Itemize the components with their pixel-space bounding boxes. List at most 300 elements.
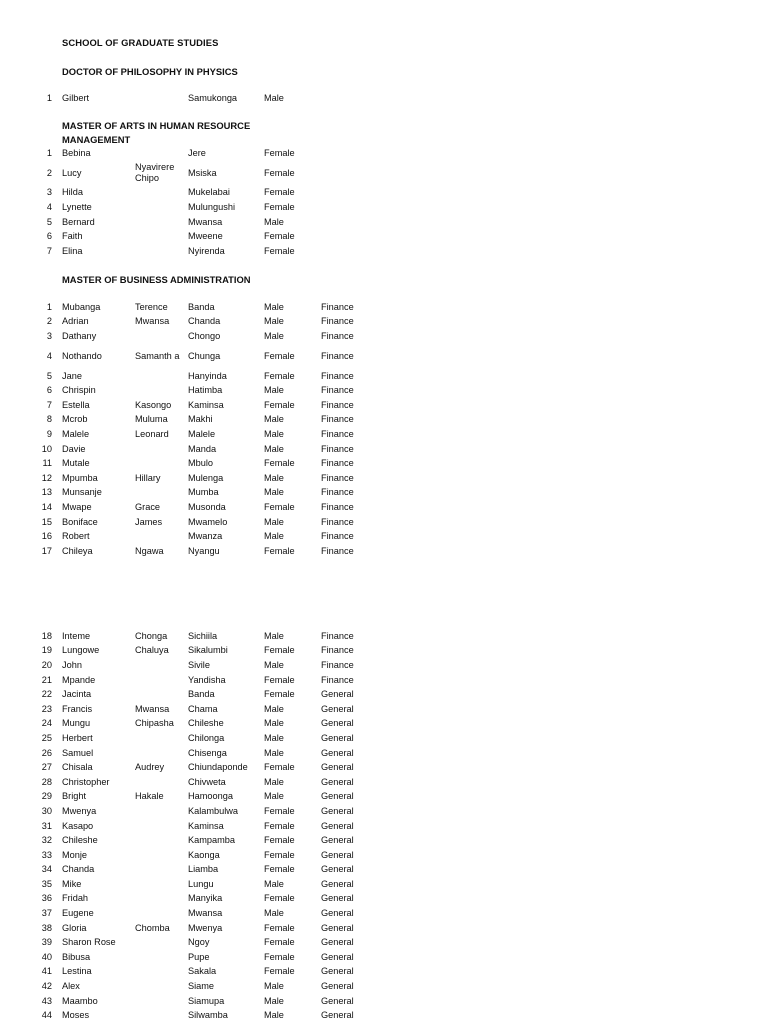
- first-name-cell: Lungowe: [62, 645, 100, 656]
- program-cell: Finance: [321, 399, 354, 410]
- gender-cell: Male: [264, 995, 284, 1006]
- row-number-cell: 18: [41, 630, 52, 641]
- row-number-cell: 43: [41, 995, 52, 1006]
- program-cell: Finance: [321, 501, 354, 512]
- row-number-cell: 40: [41, 951, 52, 962]
- gender-cell: Female: [264, 674, 295, 685]
- row-number-cell: 14: [41, 501, 52, 512]
- surname-cell: Lungu: [188, 878, 214, 889]
- surname-cell: Sichiila: [188, 630, 218, 641]
- table-row: [0, 629, 381, 644]
- program-cell: Finance: [321, 516, 354, 527]
- program-cell: General: [321, 937, 354, 948]
- first-name-cell: Bright: [62, 791, 87, 802]
- gender-cell: Female: [264, 893, 295, 904]
- surname-cell: Hamoonga: [188, 791, 233, 802]
- surname-cell: Mwansa: [188, 908, 223, 919]
- program-cell: Finance: [321, 350, 354, 361]
- mba-rows: [0, 300, 381, 559]
- middle-name-cell: [135, 1008, 188, 1023]
- program-cell: General: [321, 878, 354, 889]
- program-cell: Finance: [321, 674, 354, 685]
- surname-cell: Chanda: [188, 316, 221, 327]
- first-name-cell: Chisala: [62, 762, 93, 773]
- gender-cell: Female: [264, 849, 295, 860]
- surname-cell: Jere: [188, 147, 206, 158]
- surname-cell: Mwanza: [188, 531, 223, 542]
- middle-name-cell: [135, 383, 188, 398]
- gender-cell: Male: [264, 385, 284, 396]
- table-row: [0, 146, 381, 161]
- surname-cell: Mweene: [188, 231, 223, 242]
- program-cell: Finance: [321, 443, 354, 454]
- row-number-cell: 24: [41, 718, 52, 729]
- middle-name-cell: [135, 775, 188, 790]
- surname-cell: Kaminsa: [188, 820, 224, 831]
- middle-name-cell: [135, 746, 188, 761]
- first-name-cell: Davie: [62, 443, 86, 454]
- middle-name-cell: [135, 186, 188, 201]
- middle-name-cell: [135, 819, 188, 834]
- row-number-cell: 16: [41, 531, 52, 542]
- middle-name-cell: [135, 329, 188, 344]
- table-row: [0, 848, 381, 863]
- first-name-cell: Alex: [62, 981, 80, 992]
- surname-cell: Makhi: [188, 414, 213, 425]
- first-name-cell: Mubanga: [62, 301, 101, 312]
- surname-cell: Chama: [188, 703, 218, 714]
- surname-cell: Kalambulwa: [188, 805, 239, 816]
- program-cell: General: [321, 995, 354, 1006]
- program-cell: General: [321, 951, 354, 962]
- first-name-cell: Maambo: [62, 995, 98, 1006]
- program-cell: Finance: [321, 385, 354, 396]
- row-number-cell: 5: [46, 370, 52, 381]
- first-name-cell: Mungu: [62, 718, 91, 729]
- gender-cell: Female: [264, 370, 295, 381]
- gender-cell: Female: [264, 922, 295, 933]
- surname-cell: Mwenya: [188, 922, 223, 933]
- program-cell: General: [321, 776, 354, 787]
- program-cell: [321, 215, 381, 230]
- row-number-cell: 31: [41, 820, 52, 831]
- table-row: [0, 687, 381, 702]
- surname-cell: Banda: [188, 301, 215, 312]
- table-row: [0, 515, 381, 530]
- surname-cell: Nyirenda: [188, 245, 225, 256]
- middle-name-cell: [135, 456, 188, 471]
- row-number-cell: 15: [41, 516, 52, 527]
- row-number-cell: 6: [46, 385, 52, 396]
- table-row: [0, 658, 381, 673]
- middle-name-cell: [135, 906, 188, 921]
- first-name-cell: Mcrob: [62, 414, 88, 425]
- surname-cell: Musonda: [188, 501, 226, 512]
- table-row: [0, 442, 381, 457]
- row-number-cell: 2: [46, 316, 52, 327]
- middle-name-cell: [135, 658, 188, 673]
- table-row: [0, 746, 381, 761]
- table-row: [0, 1008, 381, 1023]
- middle-name-cell: Hillary: [135, 472, 161, 483]
- row-number-cell: 12: [41, 472, 52, 483]
- table-row: [0, 91, 381, 106]
- gender-cell: Female: [264, 201, 295, 212]
- middle-name-cell: Mwansa: [135, 703, 170, 714]
- surname-cell: Kaonga: [188, 849, 220, 860]
- middle-name-cell: [135, 994, 188, 1009]
- table-row: [0, 804, 381, 819]
- program-cell: General: [321, 1010, 354, 1021]
- row-number-cell: 27: [41, 762, 52, 773]
- gender-cell: Female: [264, 966, 295, 977]
- middle-name-cell: [135, 146, 188, 161]
- table-row: [0, 775, 381, 790]
- first-name-cell: Mutale: [62, 458, 90, 469]
- table-row: [0, 863, 381, 878]
- row-number-cell: 34: [41, 864, 52, 875]
- program-cell: Finance: [321, 370, 354, 381]
- first-name-cell: Samuel: [62, 747, 94, 758]
- row-number-cell: 41: [41, 966, 52, 977]
- surname-cell: Mulungushi: [188, 201, 235, 212]
- table-row: [0, 369, 381, 384]
- program-cell: General: [321, 864, 354, 875]
- page-title: SCHOOL OF GRADUATE STUDIES: [62, 37, 219, 48]
- program-cell: Finance: [321, 414, 354, 425]
- middle-name-cell: [135, 673, 188, 688]
- program-cell: General: [321, 922, 354, 933]
- middle-name-cell: James: [135, 516, 163, 527]
- surname-cell: Mumba: [188, 487, 219, 498]
- gender-cell: Female: [264, 350, 295, 361]
- middle-name-cell: Samanth a: [135, 350, 180, 361]
- middle-name-cell: Chaluya: [135, 645, 169, 656]
- surname-cell: Sivile: [188, 659, 210, 670]
- section-heading-mba: MASTER OF BUSINESS ADMINISTRATION: [62, 274, 251, 285]
- middle-name-cell: [135, 529, 188, 544]
- first-name-cell: Mwenya: [62, 805, 97, 816]
- table-row: [0, 229, 381, 244]
- middle-name-cell: Ngawa: [135, 545, 164, 556]
- program-cell: General: [321, 981, 354, 992]
- surname-cell: Hanyinda: [188, 370, 227, 381]
- middle-name-cell: Hakale: [135, 791, 164, 802]
- table-row: [0, 935, 381, 950]
- gender-cell: Male: [264, 747, 284, 758]
- table-row: [0, 731, 381, 746]
- mba-continued-table: [0, 629, 381, 1023]
- surname-cell: Liamba: [188, 864, 219, 875]
- row-number-cell: 4: [46, 201, 52, 212]
- row-number-cell: 1: [46, 147, 52, 158]
- gender-cell: Female: [264, 689, 295, 700]
- first-name-cell: Bebina: [62, 147, 91, 158]
- surname-cell: Chivweta: [188, 776, 226, 787]
- program-cell: Finance: [321, 659, 354, 670]
- table-row: [0, 161, 381, 186]
- gender-cell: Male: [264, 516, 284, 527]
- gender-cell: Male: [264, 630, 284, 641]
- program-cell: General: [321, 703, 354, 714]
- phd-rows: [0, 91, 381, 106]
- program-cell: Finance: [321, 330, 354, 341]
- table-row: [0, 717, 381, 732]
- row-number-cell: 21: [41, 674, 52, 685]
- surname-cell: Manyika: [188, 893, 223, 904]
- surname-cell: Chunga: [188, 350, 221, 361]
- table-row: [0, 760, 381, 775]
- table-row: [0, 965, 381, 980]
- first-name-cell: Eugene: [62, 908, 94, 919]
- gender-cell: Female: [264, 231, 295, 242]
- program-cell: [321, 244, 381, 259]
- table-row: [0, 950, 381, 965]
- middle-name-cell: Chipasha: [135, 718, 174, 729]
- surname-cell: Siamupa: [188, 995, 225, 1006]
- program-cell: General: [321, 732, 354, 743]
- row-number-cell: 39: [41, 937, 52, 948]
- program-cell: [321, 91, 381, 106]
- first-name-cell: Gilbert: [62, 92, 90, 103]
- program-cell: Finance: [321, 472, 354, 483]
- gender-cell: Female: [264, 245, 295, 256]
- gender-cell: Male: [264, 428, 284, 439]
- table-row: [0, 529, 381, 544]
- first-name-cell: Malele: [62, 428, 90, 439]
- gender-cell: Female: [264, 951, 295, 962]
- middle-name-cell: [135, 369, 188, 384]
- table-row: [0, 994, 381, 1009]
- row-number-cell: 13: [41, 487, 52, 498]
- first-name-cell: Bernard: [62, 216, 95, 227]
- surname-cell: Chongo: [188, 330, 221, 341]
- surname-cell: Yandisha: [188, 674, 226, 685]
- table-row: [0, 344, 381, 369]
- row-number-cell: 19: [41, 645, 52, 656]
- middle-name-cell: [135, 731, 188, 746]
- row-number-cell: 26: [41, 747, 52, 758]
- surname-cell: Sakala: [188, 966, 217, 977]
- surname-cell: Mbulo: [188, 458, 214, 469]
- program-cell: [321, 161, 381, 186]
- table-row: [0, 486, 381, 501]
- middle-name-cell: [135, 863, 188, 878]
- mba-continued-rows: [0, 629, 381, 1023]
- first-name-cell: Hilda: [62, 187, 83, 198]
- table-row: [0, 427, 381, 442]
- row-number-cell: 3: [46, 330, 52, 341]
- first-name-cell: Lucy: [62, 167, 82, 178]
- gender-cell: Male: [264, 908, 284, 919]
- program-cell: [321, 186, 381, 201]
- gender-cell: Female: [264, 399, 295, 410]
- middle-name-cell: Chomba: [135, 922, 170, 933]
- row-number-cell: 37: [41, 908, 52, 919]
- gender-cell: Male: [264, 330, 284, 341]
- program-cell: General: [321, 820, 354, 831]
- surname-cell: Kaminsa: [188, 399, 224, 410]
- gender-cell: Male: [264, 487, 284, 498]
- first-name-cell: Boniface: [62, 516, 98, 527]
- row-number-cell: 3: [46, 187, 52, 198]
- first-name-cell: Fridah: [62, 893, 89, 904]
- row-number-cell: 17: [41, 545, 52, 556]
- table-row: [0, 819, 381, 834]
- middle-name-cell: [135, 687, 188, 702]
- surname-cell: Chisenga: [188, 747, 227, 758]
- gender-cell: Male: [264, 443, 284, 454]
- row-number-cell: 9: [46, 428, 52, 439]
- table-row: [0, 673, 381, 688]
- surname-cell: Silwamba: [188, 1010, 228, 1021]
- first-name-cell: Chileshe: [62, 835, 98, 846]
- gender-cell: Female: [264, 864, 295, 875]
- table-row: [0, 471, 381, 486]
- gender-cell: Male: [264, 732, 284, 743]
- middle-name-cell: [135, 892, 188, 907]
- middle-name-cell: Chonga: [135, 630, 168, 641]
- program-cell: General: [321, 791, 354, 802]
- surname-cell: Sikalumbi: [188, 645, 228, 656]
- gender-cell: Female: [264, 545, 295, 556]
- first-name-cell: Chanda: [62, 864, 95, 875]
- first-name-cell: Mpande: [62, 674, 96, 685]
- gender-cell: Male: [264, 718, 284, 729]
- middle-name-cell: Mwansa: [135, 316, 170, 327]
- surname-cell: Malele: [188, 428, 216, 439]
- row-number-cell: 38: [41, 922, 52, 933]
- gender-cell: Male: [264, 216, 284, 227]
- row-number-cell: 22: [41, 689, 52, 700]
- row-number-cell: 29: [41, 791, 52, 802]
- table-row: [0, 544, 381, 559]
- table-row: [0, 200, 381, 215]
- row-number-cell: 28: [41, 776, 52, 787]
- gender-cell: Female: [264, 501, 295, 512]
- middle-name-cell: Leonard: [135, 428, 169, 439]
- surname-cell: Chiundaponde: [188, 762, 248, 773]
- program-cell: General: [321, 908, 354, 919]
- middle-name-cell: [135, 804, 188, 819]
- middle-name-cell: [135, 848, 188, 863]
- first-name-cell: John: [62, 659, 82, 670]
- first-name-cell: Kasapo: [62, 820, 94, 831]
- row-number-cell: 6: [46, 231, 52, 242]
- middle-name-cell: [135, 442, 188, 457]
- section-heading-phd: DOCTOR OF PHILOSOPHY IN PHYSICS: [62, 66, 238, 77]
- program-cell: General: [321, 893, 354, 904]
- first-name-cell: Robert: [62, 531, 90, 542]
- gender-cell: Female: [264, 187, 295, 198]
- gender-cell: Female: [264, 805, 295, 816]
- surname-cell: Banda: [188, 689, 215, 700]
- middle-name-cell: [135, 950, 188, 965]
- table-row: [0, 329, 381, 344]
- row-number-cell: 5: [46, 216, 52, 227]
- gender-cell: Female: [264, 835, 295, 846]
- gender-cell: Male: [264, 703, 284, 714]
- gender-cell: Male: [264, 472, 284, 483]
- gender-cell: Male: [264, 92, 284, 103]
- table-row: [0, 921, 381, 936]
- surname-cell: Msiska: [188, 167, 217, 178]
- middle-name-cell: Audrey: [135, 762, 165, 773]
- middle-name-cell: Terence: [135, 301, 168, 312]
- first-name-cell: Moses: [62, 1010, 90, 1021]
- program-cell: General: [321, 762, 354, 773]
- table-row: [0, 979, 381, 994]
- row-number-cell: 10: [41, 443, 52, 454]
- gender-cell: Female: [264, 167, 295, 178]
- middle-name-cell: Nyavirere Chipo: [135, 162, 175, 184]
- middle-name-cell: [135, 229, 188, 244]
- row-number-cell: 20: [41, 659, 52, 670]
- gender-cell: Female: [264, 820, 295, 831]
- middle-name-cell: Muluma: [135, 414, 168, 425]
- gender-cell: Female: [264, 762, 295, 773]
- first-name-cell: Adrian: [62, 316, 89, 327]
- table-row: [0, 702, 381, 717]
- row-number-cell: 23: [41, 703, 52, 714]
- table-row: [0, 456, 381, 471]
- middle-name-cell: [135, 200, 188, 215]
- program-cell: Finance: [321, 487, 354, 498]
- first-name-cell: Herbert: [62, 732, 93, 743]
- first-name-cell: Estella: [62, 399, 90, 410]
- gender-cell: Female: [264, 645, 295, 656]
- first-name-cell: Lestina: [62, 966, 92, 977]
- row-number-cell: 30: [41, 805, 52, 816]
- program-cell: [321, 146, 381, 161]
- first-name-cell: Monje: [62, 849, 88, 860]
- gender-cell: Male: [264, 301, 284, 312]
- first-name-cell: Mike: [62, 878, 82, 889]
- table-row: [0, 892, 381, 907]
- program-cell: [321, 200, 381, 215]
- first-name-cell: Nothando: [62, 350, 102, 361]
- program-cell: General: [321, 689, 354, 700]
- section-heading-ma-hrm: MASTER OF ARTS IN HUMAN RESOURCE MANAGEMENT: [62, 120, 251, 145]
- table-row: [0, 877, 381, 892]
- table-row: [0, 315, 381, 330]
- gender-cell: Male: [264, 1010, 284, 1021]
- gender-cell: Male: [264, 791, 284, 802]
- first-name-cell: Mpumba: [62, 472, 98, 483]
- gender-cell: Male: [264, 659, 284, 670]
- ma-hrm-table: [0, 146, 381, 259]
- middle-name-cell: [135, 833, 188, 848]
- gender-cell: Male: [264, 316, 284, 327]
- table-row: [0, 413, 381, 428]
- ma-hrm-rows: [0, 146, 381, 259]
- first-name-cell: Sharon Rose: [62, 937, 116, 948]
- phd-table: [0, 91, 381, 106]
- first-name-cell: Chrispin: [62, 385, 96, 396]
- row-number-cell: 11: [42, 458, 52, 469]
- row-number-cell: 7: [46, 399, 52, 410]
- surname-cell: Pupe: [188, 951, 210, 962]
- middle-name-cell: [135, 486, 188, 501]
- table-row: [0, 186, 381, 201]
- first-name-cell: Elina: [62, 245, 83, 256]
- program-cell: General: [321, 718, 354, 729]
- gender-cell: Male: [264, 531, 284, 542]
- middle-name-cell: Kasongo: [135, 399, 172, 410]
- program-cell: General: [321, 835, 354, 846]
- first-name-cell: Dathany: [62, 330, 97, 341]
- table-row: [0, 383, 381, 398]
